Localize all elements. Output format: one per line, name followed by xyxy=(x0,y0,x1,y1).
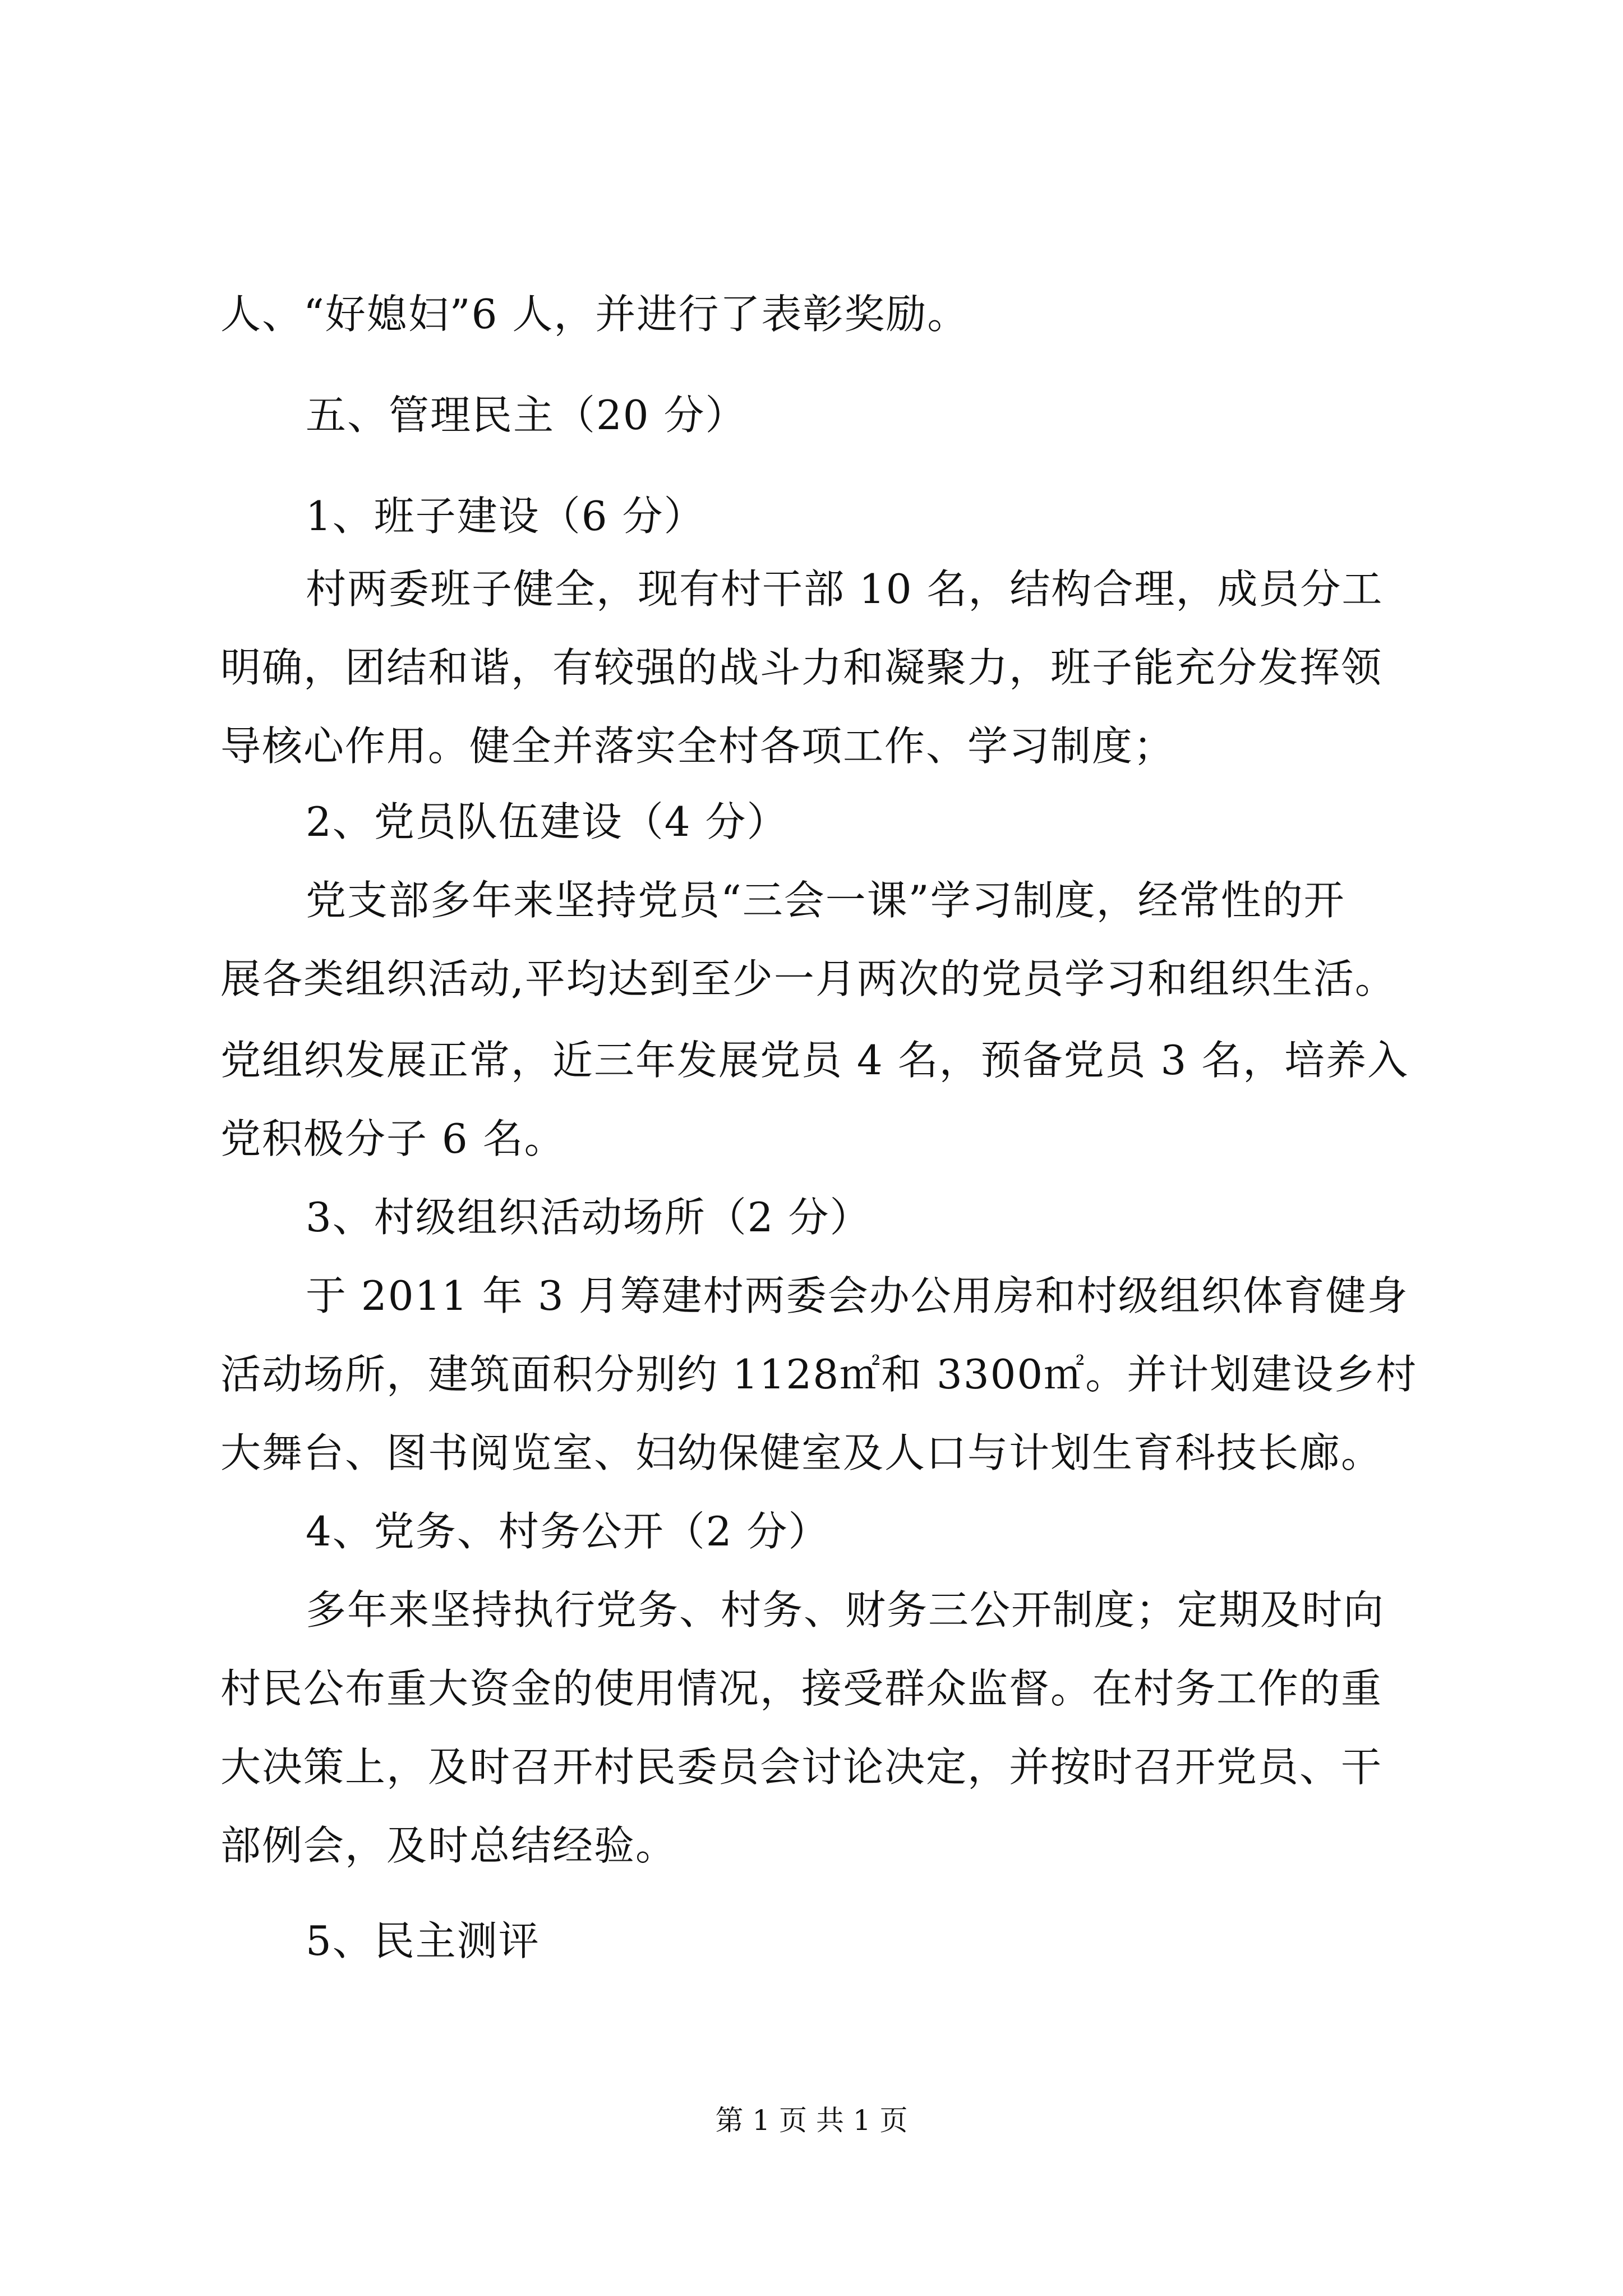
subsection-heading: 4、党务、村务公开（2 分） xyxy=(306,1508,830,1555)
body-line: 村民公布重大资金的使用情况，接受群众监督。在村务工作的重 xyxy=(220,1665,1383,1712)
subsection-heading: 5、民主测评 xyxy=(306,1917,540,1964)
body-line: 党组织发展正常，近三年发展党员 4 名，预备党员 3 名，培养入 xyxy=(220,1037,1409,1084)
page-number-footer: 第 1 页 共 1 页 xyxy=(715,2104,908,2137)
subsection-heading: 1、班子建设（6 分） xyxy=(306,493,706,540)
body-line: 导核心作用。健全并落实全村各项工作、学习制度； xyxy=(220,723,1175,770)
body-line: 党积极分子 6 名。 xyxy=(220,1115,566,1162)
body-line: 展各类组织活动,平均达到至少一月两次的党员学习和组织生活。 xyxy=(220,955,1396,1002)
body-line: 于 2011 年 3 月筹建村两委会办公用房和村级组织体育健身 xyxy=(306,1272,1409,1319)
body-line: 多年来坚持执行党务、村务、财务三公开制度；定期及时向 xyxy=(306,1586,1385,1634)
body-line: 部例会，及时总结经验。 xyxy=(220,1822,677,1869)
body-line: 活动场所，建筑面积分别约 1128㎡和 3300㎡。并计划建设乡村 xyxy=(220,1351,1418,1398)
subsection-heading: 3、村级组织活动场所（2 分） xyxy=(306,1194,872,1241)
body-line: 党支部多年来坚持党员“三会一课”学习制度，经常性的开 xyxy=(306,877,1345,924)
body-line: 村两委班子健全，现有村干部 10 名，结构合理，成员分工 xyxy=(306,565,1384,613)
body-line: 大舞台、图书阅览室、妇幼保健室及人口与计划生育科技长廊。 xyxy=(220,1429,1383,1476)
body-line: 明确，团结和谐，有较强的战斗力和凝聚力，班子能充分发挥领 xyxy=(220,644,1383,691)
body-line: 大决策上，及时召开村民委员会讨论决定，并按时召开党员、干 xyxy=(220,1743,1383,1791)
subsection-heading: 2、党员队伍建设（4 分） xyxy=(306,798,789,845)
body-line: 人、“好媳妇”6 人，并进行了表彰奖励。 xyxy=(220,291,969,338)
section-heading: 五、管理民主（20 分） xyxy=(306,392,747,439)
